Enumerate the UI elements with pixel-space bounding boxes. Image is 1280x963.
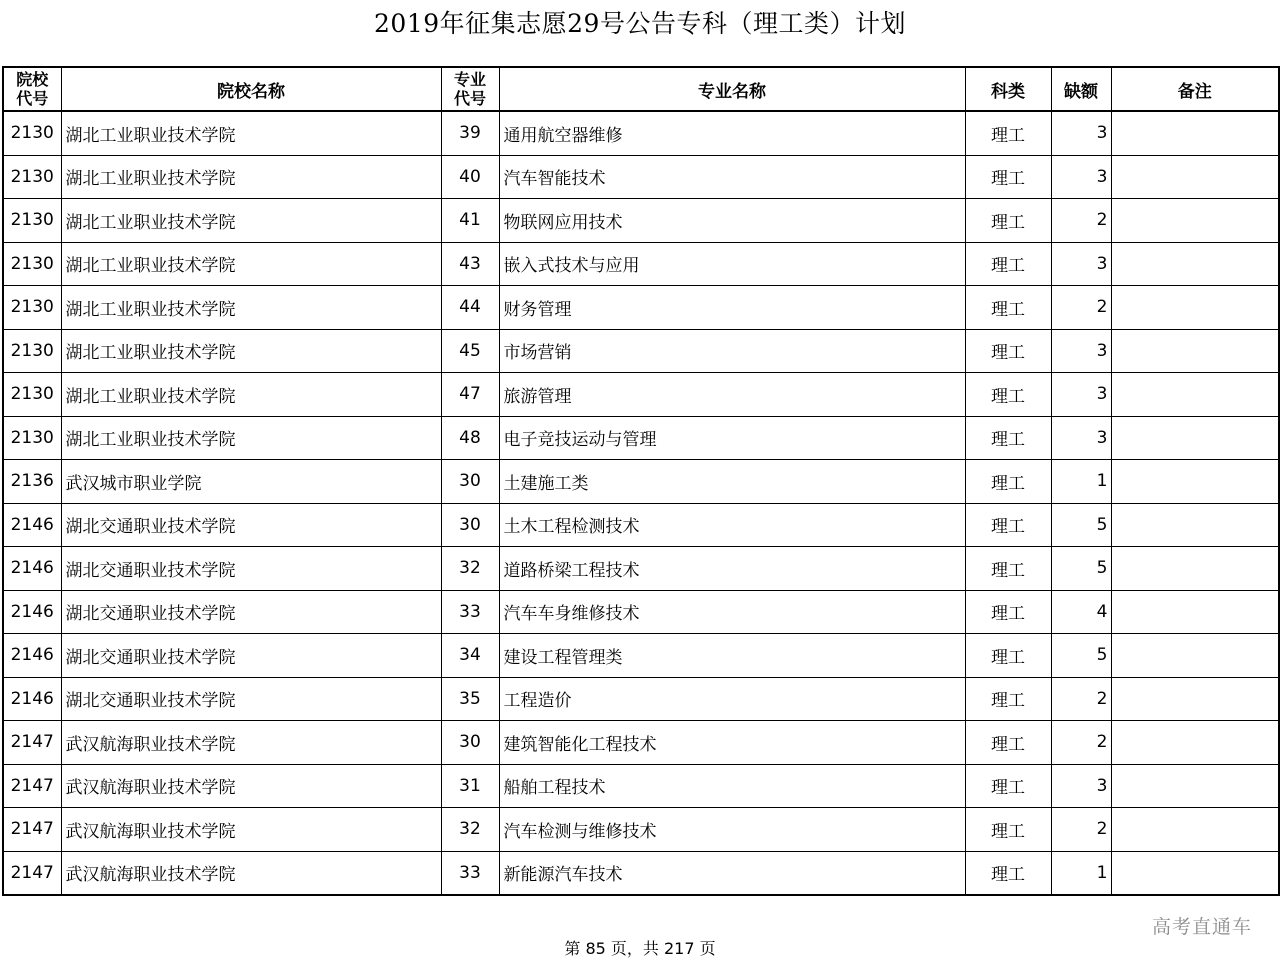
cell-school-name: 湖北交通职业技术学院 xyxy=(61,590,441,634)
cell-quota: 2 xyxy=(1051,199,1111,243)
cell-note xyxy=(1111,677,1279,721)
header-school-code-line1: 院校 xyxy=(16,70,49,89)
cell-school-code: 2130 xyxy=(3,286,61,330)
cell-quota: 4 xyxy=(1051,590,1111,634)
cell-category: 理工 xyxy=(965,503,1051,547)
cell-category: 理工 xyxy=(965,808,1051,852)
cell-note xyxy=(1111,286,1279,330)
cell-note xyxy=(1111,111,1279,155)
cell-major-code: 32 xyxy=(441,547,499,591)
cell-category: 理工 xyxy=(965,590,1051,634)
cell-school-code: 2130 xyxy=(3,416,61,460)
cell-major-code: 34 xyxy=(441,634,499,678)
table-row xyxy=(3,286,1279,330)
cell-note xyxy=(1111,634,1279,678)
cell-major-name: 建设工程管理类 xyxy=(499,634,965,678)
cell-school-code: 2130 xyxy=(3,373,61,417)
cell-quota: 5 xyxy=(1051,547,1111,591)
cell-category: 理工 xyxy=(965,547,1051,591)
cell-quota: 2 xyxy=(1051,677,1111,721)
cell-major-name: 土建施工类 xyxy=(499,460,965,504)
cell-note xyxy=(1111,547,1279,591)
cell-major-code: 43 xyxy=(441,242,499,286)
plan-table xyxy=(2,66,1280,896)
cell-school-name: 湖北交通职业技术学院 xyxy=(61,503,441,547)
cell-note xyxy=(1111,460,1279,504)
cell-major-name: 旅游管理 xyxy=(499,373,965,417)
cell-major-name: 市场营销 xyxy=(499,329,965,373)
cell-category: 理工 xyxy=(965,329,1051,373)
cell-school-code: 2130 xyxy=(3,111,61,155)
cell-school-code: 2130 xyxy=(3,155,61,199)
cell-category: 理工 xyxy=(965,416,1051,460)
header-quota: 缺额 xyxy=(1051,67,1111,111)
cell-school-code: 2146 xyxy=(3,547,61,591)
cell-major-code: 32 xyxy=(441,808,499,852)
cell-quota: 3 xyxy=(1051,764,1111,808)
cell-school-name: 湖北工业职业技术学院 xyxy=(61,242,441,286)
cell-school-name: 湖北工业职业技术学院 xyxy=(61,111,441,155)
cell-category: 理工 xyxy=(965,721,1051,765)
cell-category: 理工 xyxy=(965,155,1051,199)
table-row xyxy=(3,155,1279,199)
header-school-name: 院校名称 xyxy=(61,67,441,111)
cell-major-code: 47 xyxy=(441,373,499,417)
cell-category: 理工 xyxy=(965,677,1051,721)
cell-note xyxy=(1111,764,1279,808)
table-row xyxy=(3,503,1279,547)
cell-category: 理工 xyxy=(965,199,1051,243)
cell-school-code: 2146 xyxy=(3,634,61,678)
cell-major-name: 汽车智能技术 xyxy=(499,155,965,199)
cell-note xyxy=(1111,808,1279,852)
header-school-code xyxy=(3,67,61,111)
cell-school-code: 2146 xyxy=(3,503,61,547)
cell-major-name: 嵌入式技术与应用 xyxy=(499,242,965,286)
table-row xyxy=(3,590,1279,634)
table-row xyxy=(3,851,1279,895)
cell-major-name: 船舶工程技术 xyxy=(499,764,965,808)
table-row xyxy=(3,111,1279,155)
cell-school-code: 2146 xyxy=(3,677,61,721)
table-row xyxy=(3,764,1279,808)
cell-school-name: 湖北工业职业技术学院 xyxy=(61,286,441,330)
table-row xyxy=(3,677,1279,721)
cell-school-code: 2147 xyxy=(3,851,61,895)
table-body xyxy=(3,111,1279,895)
table-row xyxy=(3,808,1279,852)
watermark: 高考直通车 xyxy=(1151,916,1252,938)
table-row xyxy=(3,634,1279,678)
cell-school-name: 湖北工业职业技术学院 xyxy=(61,416,441,460)
cell-school-name: 武汉城市职业学院 xyxy=(61,460,441,504)
cell-school-code: 2130 xyxy=(3,199,61,243)
cell-major-name: 财务管理 xyxy=(499,286,965,330)
cell-note xyxy=(1111,416,1279,460)
header-major-name: 专业名称 xyxy=(499,67,965,111)
cell-quota: 3 xyxy=(1051,155,1111,199)
cell-major-name: 土木工程检测技术 xyxy=(499,503,965,547)
table-header-row xyxy=(3,67,1279,111)
table-row xyxy=(3,547,1279,591)
cell-category: 理工 xyxy=(965,286,1051,330)
cell-major-code: 33 xyxy=(441,590,499,634)
header-major-code-line2: 代号 xyxy=(453,89,486,108)
table-row xyxy=(3,373,1279,417)
cell-category: 理工 xyxy=(965,373,1051,417)
cell-school-name: 武汉航海职业技术学院 xyxy=(61,721,441,765)
page-footer: 第 85 页，共 217 页 xyxy=(564,939,716,958)
cell-major-code: 48 xyxy=(441,416,499,460)
cell-quota: 3 xyxy=(1051,242,1111,286)
cell-major-code: 35 xyxy=(441,677,499,721)
table-row xyxy=(3,242,1279,286)
cell-quota: 3 xyxy=(1051,111,1111,155)
cell-category: 理工 xyxy=(965,242,1051,286)
cell-major-name: 工程造价 xyxy=(499,677,965,721)
cell-major-code: 30 xyxy=(441,460,499,504)
cell-quota: 1 xyxy=(1051,851,1111,895)
cell-note xyxy=(1111,329,1279,373)
table-row xyxy=(3,721,1279,765)
cell-major-code: 31 xyxy=(441,764,499,808)
cell-category: 理工 xyxy=(965,851,1051,895)
cell-note xyxy=(1111,155,1279,199)
cell-school-code: 2146 xyxy=(3,590,61,634)
cell-school-name: 湖北工业职业技术学院 xyxy=(61,199,441,243)
cell-major-name: 汽车检测与维修技术 xyxy=(499,808,965,852)
cell-major-code: 45 xyxy=(441,329,499,373)
cell-quota: 5 xyxy=(1051,503,1111,547)
cell-major-code: 40 xyxy=(441,155,499,199)
cell-school-name: 湖北工业职业技术学院 xyxy=(61,329,441,373)
cell-school-name: 湖北交通职业技术学院 xyxy=(61,677,441,721)
cell-major-name: 电子竞技运动与管理 xyxy=(499,416,965,460)
cell-school-code: 2130 xyxy=(3,242,61,286)
cell-school-code: 2136 xyxy=(3,460,61,504)
cell-note xyxy=(1111,373,1279,417)
cell-note xyxy=(1111,851,1279,895)
cell-school-name: 湖北交通职业技术学院 xyxy=(61,547,441,591)
cell-quota: 5 xyxy=(1051,634,1111,678)
cell-major-code: 30 xyxy=(441,721,499,765)
cell-major-name: 道路桥梁工程技术 xyxy=(499,547,965,591)
header-note: 备注 xyxy=(1111,67,1279,111)
cell-quota: 3 xyxy=(1051,373,1111,417)
cell-note xyxy=(1111,242,1279,286)
cell-note xyxy=(1111,503,1279,547)
cell-quota: 1 xyxy=(1051,460,1111,504)
cell-quota: 3 xyxy=(1051,416,1111,460)
cell-quota: 2 xyxy=(1051,808,1111,852)
cell-school-name: 武汉航海职业技术学院 xyxy=(61,764,441,808)
header-school-code-line2: 代号 xyxy=(16,89,49,108)
cell-school-code: 2147 xyxy=(3,808,61,852)
cell-category: 理工 xyxy=(965,460,1051,504)
cell-major-name: 物联网应用技术 xyxy=(499,199,965,243)
cell-major-name: 通用航空器维修 xyxy=(499,111,965,155)
cell-major-code: 30 xyxy=(441,503,499,547)
table-row xyxy=(3,460,1279,504)
cell-major-name: 汽车车身维修技术 xyxy=(499,590,965,634)
cell-category: 理工 xyxy=(965,634,1051,678)
table-row xyxy=(3,329,1279,373)
cell-major-code: 39 xyxy=(441,111,499,155)
cell-quota: 2 xyxy=(1051,286,1111,330)
cell-major-name: 新能源汽车技术 xyxy=(499,851,965,895)
cell-quota: 3 xyxy=(1051,329,1111,373)
cell-major-code: 33 xyxy=(441,851,499,895)
cell-major-code: 44 xyxy=(441,286,499,330)
cell-school-name: 武汉航海职业技术学院 xyxy=(61,851,441,895)
cell-school-code: 2147 xyxy=(3,764,61,808)
cell-major-code: 41 xyxy=(441,199,499,243)
cell-school-name: 湖北工业职业技术学院 xyxy=(61,155,441,199)
cell-category: 理工 xyxy=(965,111,1051,155)
cell-category: 理工 xyxy=(965,764,1051,808)
cell-school-name: 武汉航海职业技术学院 xyxy=(61,808,441,852)
table-row xyxy=(3,416,1279,460)
cell-major-name: 建筑智能化工程技术 xyxy=(499,721,965,765)
cell-note xyxy=(1111,721,1279,765)
cell-school-code: 2130 xyxy=(3,329,61,373)
cell-note xyxy=(1111,590,1279,634)
cell-school-name: 湖北工业职业技术学院 xyxy=(61,373,441,417)
table-row xyxy=(3,199,1279,243)
header-category: 科类 xyxy=(965,67,1051,111)
cell-quota: 2 xyxy=(1051,721,1111,765)
cell-note xyxy=(1111,199,1279,243)
header-major-code-line1: 专业 xyxy=(453,70,486,89)
cell-school-name: 湖北交通职业技术学院 xyxy=(61,634,441,678)
page-title: 2019年征集志愿29号公告专科（理工类）计划 xyxy=(374,9,906,38)
cell-school-code: 2147 xyxy=(3,721,61,765)
header-major-code xyxy=(441,67,499,111)
